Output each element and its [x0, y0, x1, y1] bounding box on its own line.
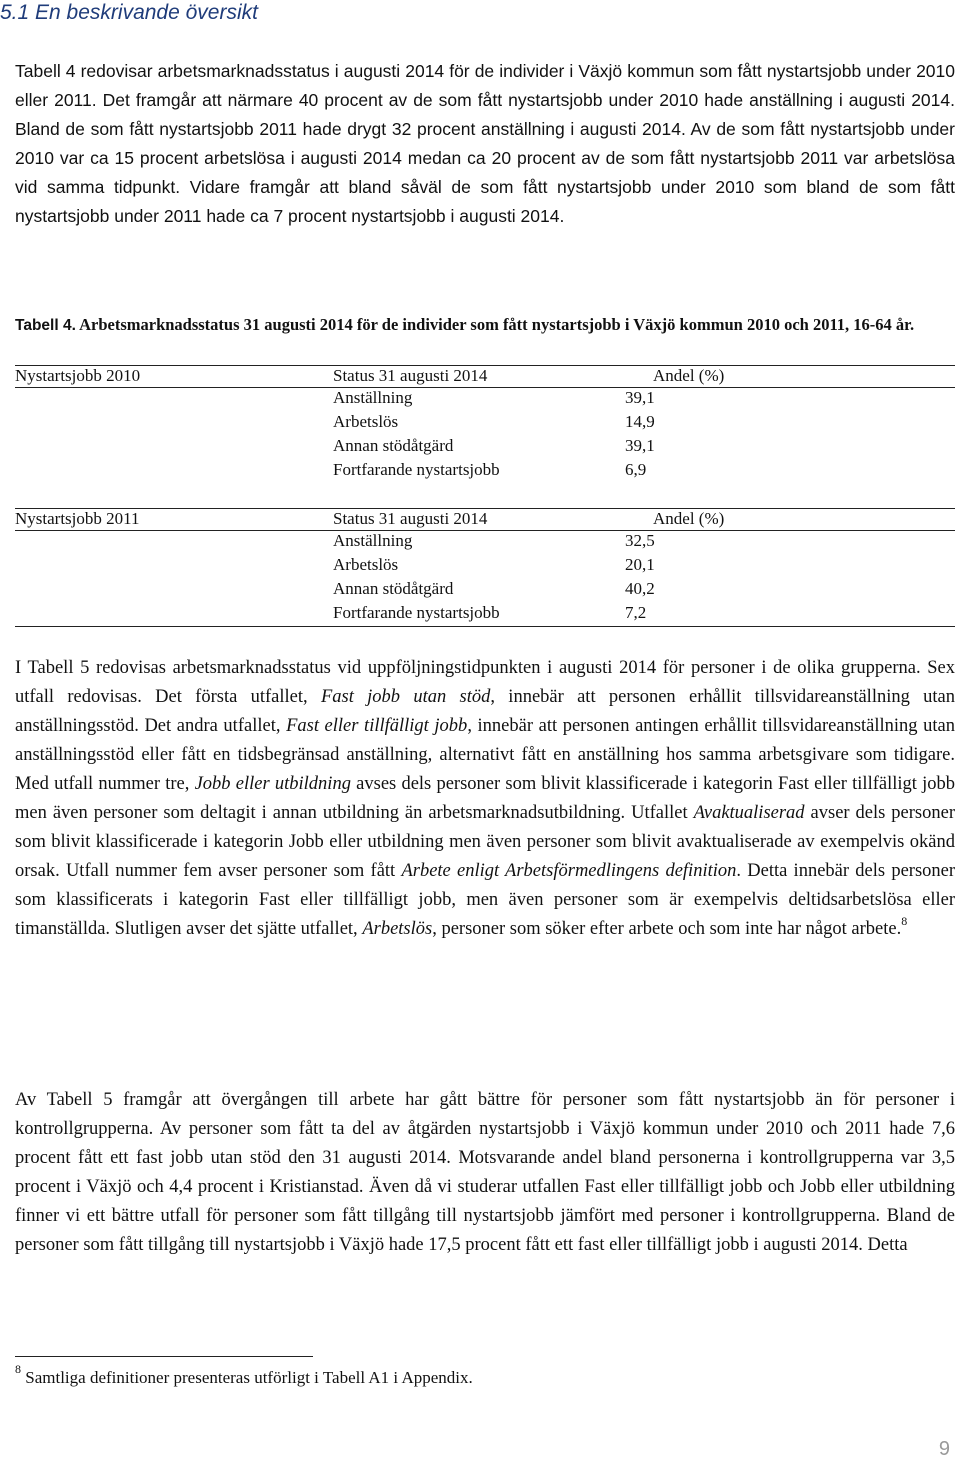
row-status: Arbetslös [333, 412, 399, 431]
row-share: 39,1 [625, 388, 655, 407]
text-run: . Detta innebär dels personer som klassificerats i kategorin Fast eller tillfälligt jobb, men även personer som är exempelvis deltidsarbetslösa eller timanställda. Slutligen avser det sjätte utfallet, [15, 861, 956, 939]
table-rule-bottom [15, 626, 955, 627]
table-caption-label: Tabell 4. [15, 317, 76, 334]
group-name: Nystartsjobb 2010 [15, 366, 141, 385]
footnote-separator [15, 1356, 313, 1357]
status-header: Status 31 augusti 2014 [333, 366, 488, 385]
page-number: 9 [938, 1438, 950, 1460]
row-share: 14,9 [625, 412, 655, 431]
footnote-number: 8 [15, 1362, 21, 1377]
section-heading: 5.1 En beskrivande översikt [0, 1, 258, 24]
text-run: , innebär att personen erhållit tillsvidareanställning utan anställningsstöd. Det andra utfallet, [15, 687, 956, 736]
table-caption-text: Arbetsmarknadsstatus 31 augusti 2014 för de individer som fått nystartsjobb i Växjö kommun 2010 och 2011, 16-64 år. [75, 315, 915, 334]
intro-paragraph: Tabell 4 redovisar arbetsmarknadsstatus i augusti 2014 för de individer i Växjö kommun som fått nystartsjobb under 2010 eller 2011. Det framgår att närmare 40 procent av de som fått nystartsjobb under 2010 hade anställning i augusti 2014. Bland de som fått nystartsjobb 2011 hade drygt 32 procent anställning i augusti 2014. Av de som fått nystartsjobb under 2010 var ca 15 procent arbetslösa i augusti 2014 medan ca 20 procent av de som fått nystartsjobb 2011 var arbetslösa vid samma tidpunkt. Vidare framgår att bland såväl de som fått nystartsjobb under 2010 som bland de som fått nystartsjobb under 2011 hade ca 7 procent nystartsjobb i augusti 2014. [15, 61, 955, 226]
text-run: , personer som söker efter arbete och som inte har något arbete. [432, 919, 902, 939]
row-status: Annan stödåtgärd [333, 436, 454, 455]
footnote-reference[interactable]: 8 [901, 913, 908, 928]
row-status: Arbetslös [333, 555, 399, 574]
row-status: Anställning [333, 531, 413, 550]
outcome-term: Arbetslös [362, 919, 433, 939]
outcome-term: Avaktualiserad [693, 803, 805, 823]
outcome-term: Jobb eller utbildning [194, 774, 351, 794]
table-caption [15, 313, 955, 337]
text-run: avses dels personer som blivit klassificerade i kategorin Fast eller tillfälligt jobb men även personer som deltagit i annan utbildning än arbetsmarknadsutbildning. Utfallet [15, 774, 955, 823]
row-status: Annan stödåtgärd [333, 579, 454, 598]
share-header: Andel (%) [653, 366, 725, 385]
row-share: 6,9 [625, 460, 647, 479]
outcomes-paragraph [15, 654, 955, 944]
row-share: 7,2 [625, 603, 647, 622]
share-header: Andel (%) [653, 509, 725, 528]
row-share: 40,2 [625, 579, 655, 598]
text-run: avser dels personer som blivit klassificerade i kategorin Jobb eller utbildning men även personer som blivit avaktualiserade av exempelvis okänd orsak. Utfall nummer fem avser personer som fått [15, 803, 955, 881]
row-status: Anställning [333, 388, 413, 407]
outcome-term: Arbete enligt Arbetsförmedlingens definition [401, 861, 737, 881]
table-header-rule [15, 387, 955, 388]
footnote-text: Samtliga definitioner presenteras utförligt i Tabell A1 i Appendix. [21, 1368, 473, 1387]
outcome-term: Fast eller tillfälligt jobb [286, 716, 468, 736]
row-share: 39,1 [625, 436, 655, 455]
row-status: Fortfarande nystartsjobb [333, 603, 500, 622]
results-paragraph: Av Tabell 5 framgår att övergången till arbete har gått bättre för personer som fått nystartsjobb än för personer i kontrollgrupperna. Av personer som fått ta del av åtgärden nystartsjobb i Växjö kommun under 2010 och 2011 hade 7,6 procent fått ett fast jobb utan stöd den 31 augusti 2014. Motsvarande andel bland personerna i kontrollgrupperna var 3,5 procent i Växjö och 4,4 procent i Kristianstad. Även då vi studerar utfallen Fast eller tillfälligt jobb och Jobb eller utbildning finner vi ett bättre utfall för personer som fått tillgång till nystartsjobb jämfört med personer i kontrollgrupperna. Bland de personer som fått tillgång till nystartsjobb i Växjö hade 17,5 procent fått ett fast eller tillfälligt jobb i augusti 2014. Detta [15, 1090, 955, 1255]
row-share: 20,1 [625, 555, 655, 574]
outcome-term: Fast jobb utan stöd [320, 687, 491, 707]
footnote [15, 1362, 473, 1390]
status-header: Status 31 augusti 2014 [333, 509, 488, 528]
text-run: I Tabell 5 redovisas arbetsmarknadsstatus vid uppföljningstidpunkten i augusti 2014 för personer i de olika grupperna. Sex utfall redovisas. Det första utfallet, [15, 658, 955, 707]
text-run: , innebär att personen antingen erhållit tillsvidareanställning utan anställningsstöd eller fått en tidsbegränsad anställning, alternativt fått en anställning hos samma arbetsgivare som tidigare. Med utfall nummer tre, [15, 716, 955, 794]
group-name: Nystartsjobb 2011 [15, 509, 140, 528]
row-share: 32,5 [625, 531, 655, 550]
row-status: Fortfarande nystartsjobb [333, 460, 500, 479]
table-header-rule [15, 530, 955, 531]
